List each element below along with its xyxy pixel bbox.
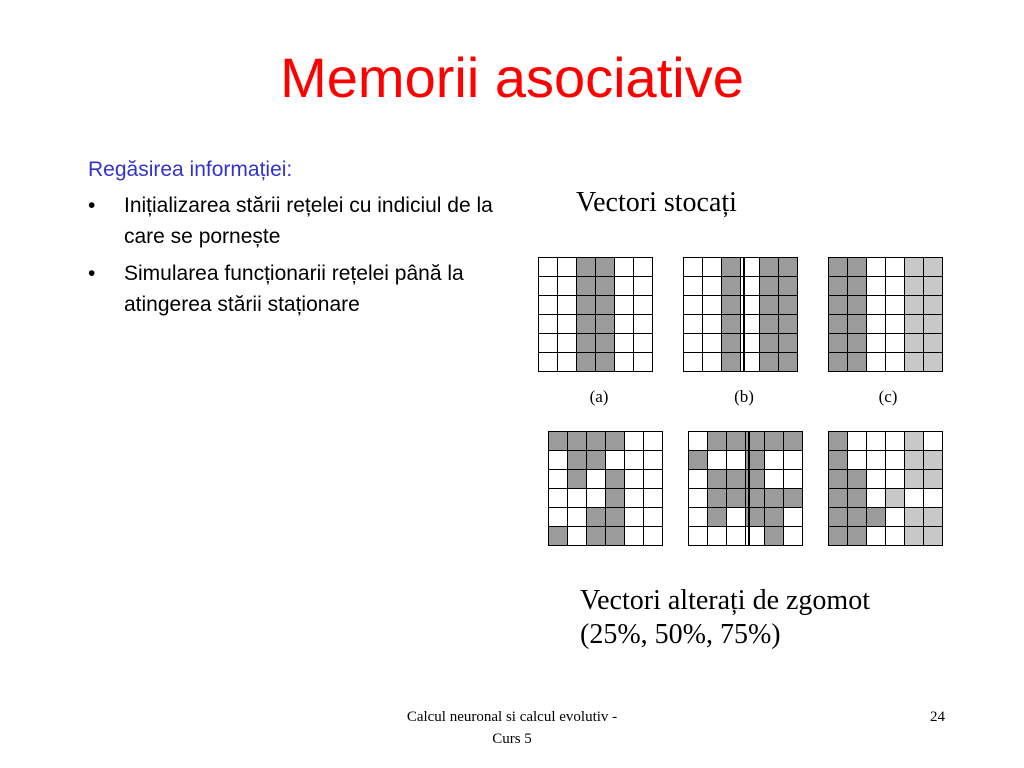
grid-cell-empty — [886, 258, 905, 277]
grid-cell-empty — [867, 353, 886, 372]
grid-cell-empty — [558, 258, 577, 277]
grid-cell-dark — [596, 334, 615, 353]
grid-cell-empty — [741, 315, 760, 334]
grid-cell-dark — [708, 489, 727, 508]
noisy-caption-line1: Vectori alterați de zgomot — [580, 585, 870, 616]
grid-cell-light — [905, 258, 924, 277]
grid-cell-empty — [886, 470, 905, 489]
grid-cell-empty — [615, 315, 634, 334]
grid-cell-dark — [746, 432, 765, 451]
grid-cell-dark — [689, 451, 708, 470]
grid-cell-empty — [568, 527, 587, 546]
grid-cell-dark — [606, 432, 625, 451]
grid-cell-empty — [615, 258, 634, 277]
grid-cell-empty — [549, 489, 568, 508]
grid-cell-dark — [577, 334, 596, 353]
grid-cell-empty — [689, 527, 708, 546]
grid-cell-empty — [558, 277, 577, 296]
grid-cell-dark — [779, 258, 798, 277]
grid-cell-empty — [867, 489, 886, 508]
grid-cell-dark — [722, 315, 741, 334]
grid-cell-empty — [784, 508, 803, 527]
grid-cell-empty — [644, 451, 663, 470]
grid-cell-empty — [625, 451, 644, 470]
grid-cell-empty — [539, 315, 558, 334]
noisy-caption-line2: (25%, 50%, 75%) — [580, 619, 781, 650]
grid-cell-light — [905, 277, 924, 296]
grid-cell-dark — [587, 508, 606, 527]
grid-cell-light — [924, 258, 943, 277]
bullet-item-simulation — [88, 258, 498, 320]
content-left — [88, 156, 498, 326]
grid-cell-light — [905, 451, 924, 470]
grid-cell-dark — [568, 470, 587, 489]
grid-cell-empty — [886, 432, 905, 451]
grid-cell-dark — [722, 258, 741, 277]
grid-cell-empty — [568, 489, 587, 508]
grid-cell-empty — [568, 508, 587, 527]
grid-cell-dark — [606, 489, 625, 508]
grid-cell-dark — [848, 508, 867, 527]
grid-cell-light — [886, 489, 905, 508]
grid-cell-empty — [558, 353, 577, 372]
grid-cell-empty — [784, 527, 803, 546]
bullet-dot-icon: • — [88, 262, 96, 285]
label-a: (a) — [589, 387, 609, 406]
grid-cell-empty — [741, 258, 760, 277]
grid-cell-empty — [558, 296, 577, 315]
grid-cell-empty — [587, 489, 606, 508]
grid-cell-empty — [886, 334, 905, 353]
grid-cell-dark — [596, 353, 615, 372]
grid-cell-empty — [549, 451, 568, 470]
grid-cell-empty — [741, 334, 760, 353]
grid-cell-empty — [634, 334, 653, 353]
grid-cell-dark — [577, 296, 596, 315]
grid-cell-dark — [765, 527, 784, 546]
grid-cell-light — [905, 508, 924, 527]
grid-cell-dark — [746, 451, 765, 470]
grid-cell-dark — [829, 489, 848, 508]
noisy-grid-a — [548, 431, 663, 546]
grid-cell-light — [924, 334, 943, 353]
grid-cell-empty — [625, 527, 644, 546]
grid-cell-light — [924, 451, 943, 470]
grid-cell-empty — [539, 296, 558, 315]
grid-cell-dark — [779, 334, 798, 353]
bullet-text: Inițializarea stării rețelei cu indiciul de la care se pornește — [124, 194, 493, 248]
grid-cell-dark — [587, 527, 606, 546]
pattern-grid-b — [683, 257, 798, 372]
grid-cell-light — [905, 315, 924, 334]
grid-cell-empty — [886, 451, 905, 470]
grid-cell-dark — [867, 508, 886, 527]
grid-cell-dark — [577, 258, 596, 277]
grid-cell-empty — [867, 334, 886, 353]
grid-cell-empty — [558, 315, 577, 334]
grid-cell-dark — [829, 315, 848, 334]
grid-cell-empty — [539, 277, 558, 296]
pattern-grid-c — [828, 257, 943, 372]
grid-cell-empty — [549, 470, 568, 489]
grid-cell-light — [924, 353, 943, 372]
grid-cell-empty — [867, 527, 886, 546]
label-c: (c) — [878, 387, 898, 406]
grid-cell-dark — [848, 470, 867, 489]
grid-cell-light — [924, 508, 943, 527]
grid-cell-dark — [829, 527, 848, 546]
grid-cell-empty — [905, 489, 924, 508]
footer-course — [362, 706, 662, 750]
footer-course-line1: Calcul neuronal si calcul evolutiv - — [406, 709, 618, 725]
grid-cell-empty — [848, 451, 867, 470]
grid-cell-dark — [568, 432, 587, 451]
grid-cell-empty — [867, 296, 886, 315]
grid-cell-dark — [765, 508, 784, 527]
grid-cell-empty — [689, 432, 708, 451]
grid-cell-dark — [760, 277, 779, 296]
grid-cell-dark — [606, 527, 625, 546]
grid-cell-empty — [615, 353, 634, 372]
grid-cell-dark — [722, 353, 741, 372]
grid-cell-dark — [829, 334, 848, 353]
bullet-list — [88, 190, 498, 320]
grid-cell-empty — [684, 353, 703, 372]
grid-cell-dark — [722, 277, 741, 296]
grid-cell-dark — [577, 315, 596, 334]
noisy-grid-c — [828, 431, 943, 546]
grid-cell-dark — [760, 258, 779, 277]
grid-cell-empty — [558, 334, 577, 353]
section-heading: Regăsirea informației: — [88, 158, 293, 181]
stored-vectors-title: Vectori stocați — [576, 187, 737, 218]
grid-cell-empty — [587, 470, 606, 489]
grid-cell-dark — [549, 432, 568, 451]
grid-cell-empty — [746, 527, 765, 546]
grid-cell-empty — [848, 432, 867, 451]
grid-cell-empty — [784, 470, 803, 489]
bullet-text: Simularea funcționarii rețelei până la atingerea stării staționare — [124, 262, 464, 316]
grid-cell-empty — [689, 470, 708, 489]
grid-cell-empty — [867, 451, 886, 470]
grid-cell-light — [924, 315, 943, 334]
grid-cell-light — [924, 277, 943, 296]
grid-cell-empty — [625, 508, 644, 527]
grid-cell-dark — [727, 489, 746, 508]
grid-cell-empty — [703, 315, 722, 334]
grid-cell-dark — [746, 489, 765, 508]
pattern-grid-a — [538, 257, 653, 372]
grid-cell-empty — [703, 258, 722, 277]
grid-cell-empty — [924, 489, 943, 508]
grid-cell-empty — [684, 258, 703, 277]
noisy-vectors-caption — [580, 584, 1000, 652]
grid-cell-dark — [848, 353, 867, 372]
grid-cell-dark — [606, 470, 625, 489]
grid-cell-dark — [596, 258, 615, 277]
grid-cell-light — [924, 527, 943, 546]
grid-cell-empty — [684, 334, 703, 353]
grid-cell-light — [905, 353, 924, 372]
grid-cell-dark — [708, 508, 727, 527]
grid-cell-empty — [615, 334, 634, 353]
grid-cell-dark — [746, 470, 765, 489]
grid-cell-dark — [587, 432, 606, 451]
grid-cell-empty — [765, 451, 784, 470]
grid-cell-empty — [867, 315, 886, 334]
grid-cell-empty — [924, 432, 943, 451]
grid-cell-empty — [703, 353, 722, 372]
grid-cell-empty — [634, 353, 653, 372]
grid-cell-empty — [886, 508, 905, 527]
grid-cell-dark — [848, 334, 867, 353]
grid-cell-empty — [684, 315, 703, 334]
grid-cell-empty — [741, 277, 760, 296]
grid-cell-dark — [848, 296, 867, 315]
grid-cell-empty — [741, 353, 760, 372]
grid-cell-light — [905, 334, 924, 353]
grid-cell-dark — [765, 489, 784, 508]
grid-cell-dark — [829, 353, 848, 372]
grid-cell-empty — [886, 315, 905, 334]
grid-cell-dark — [577, 353, 596, 372]
grid-cell-empty — [703, 334, 722, 353]
grid-cell-empty — [684, 277, 703, 296]
grid-cell-dark — [596, 315, 615, 334]
grid-cell-empty — [727, 451, 746, 470]
grid-cell-empty — [634, 258, 653, 277]
grid-cell-dark — [848, 527, 867, 546]
grid-cell-empty — [549, 508, 568, 527]
grid-cell-dark — [722, 334, 741, 353]
grid-cell-dark — [577, 277, 596, 296]
grid-cell-dark — [760, 334, 779, 353]
grid-cell-light — [905, 432, 924, 451]
grid-cell-empty — [703, 277, 722, 296]
bullet-item-initialization — [88, 190, 498, 252]
grid-cell-dark — [848, 258, 867, 277]
grid-cell-dark — [722, 296, 741, 315]
grid-cell-dark — [779, 353, 798, 372]
grid-cell-light — [905, 470, 924, 489]
grid-cell-dark — [848, 315, 867, 334]
grid-cell-empty — [703, 296, 722, 315]
footer-course-line2: Curs 5 — [492, 731, 532, 747]
grid-cell-dark — [708, 432, 727, 451]
grid-cell-dark — [779, 277, 798, 296]
grid-cell-empty — [634, 296, 653, 315]
grid-cell-empty — [539, 334, 558, 353]
grid-cell-empty — [644, 527, 663, 546]
grid-cell-dark — [779, 296, 798, 315]
noisy-grid-b — [688, 431, 803, 546]
grid-cell-empty — [539, 258, 558, 277]
grid-cell-empty — [765, 470, 784, 489]
grid-cell-dark — [829, 296, 848, 315]
grid-cell-empty — [689, 508, 708, 527]
grid-cell-empty — [684, 296, 703, 315]
grid-cell-dark — [829, 277, 848, 296]
grid-cell-light — [905, 296, 924, 315]
grid-cell-dark — [848, 277, 867, 296]
grid-cell-dark — [760, 315, 779, 334]
grid-cell-empty — [886, 353, 905, 372]
grid-cell-dark — [549, 527, 568, 546]
grid-cell-dark — [829, 508, 848, 527]
grid-cell-dark — [727, 432, 746, 451]
grid-cell-dark — [848, 489, 867, 508]
grid-cell-empty — [784, 451, 803, 470]
grid-cell-dark — [596, 277, 615, 296]
slide-title: Memorii asociative — [280, 46, 744, 109]
grid-cell-dark — [606, 508, 625, 527]
grid-cell-empty — [634, 315, 653, 334]
grid-cell-empty — [867, 277, 886, 296]
grid-cell-dark — [765, 432, 784, 451]
grid-cell-dark — [784, 489, 803, 508]
grid-cell-empty — [727, 527, 746, 546]
grid-cell-dark — [568, 451, 587, 470]
grid-cell-dark — [746, 508, 765, 527]
grid-cell-empty — [708, 527, 727, 546]
grid-cell-empty — [867, 432, 886, 451]
grid-cell-empty — [689, 489, 708, 508]
grid-cell-empty — [867, 470, 886, 489]
grid-cell-dark — [596, 296, 615, 315]
grid-cell-dark — [779, 315, 798, 334]
grid-cell-empty — [644, 470, 663, 489]
grid-cell-empty — [727, 508, 746, 527]
grid-cell-empty — [886, 277, 905, 296]
grid-cell-dark — [829, 451, 848, 470]
grid-cell-empty — [644, 489, 663, 508]
grid-cell-light — [924, 296, 943, 315]
grid-cell-dark — [727, 470, 746, 489]
grid-cell-dark — [760, 296, 779, 315]
grid-cell-dark — [829, 470, 848, 489]
grid-cell-dark — [829, 258, 848, 277]
grid-cell-dark — [708, 470, 727, 489]
page-number: 24 — [930, 709, 945, 725]
grid-cell-light — [924, 470, 943, 489]
grid-cell-dark — [760, 353, 779, 372]
grid-cell-empty — [625, 489, 644, 508]
grid-cell-dark — [587, 451, 606, 470]
grid-cell-empty — [625, 470, 644, 489]
grid-cell-empty — [644, 432, 663, 451]
grid-cell-empty — [625, 432, 644, 451]
grid-cell-dark — [784, 432, 803, 451]
grid-cell-empty — [741, 296, 760, 315]
grid-cell-empty — [615, 277, 634, 296]
grid-cell-empty — [539, 353, 558, 372]
grid-cell-empty — [886, 296, 905, 315]
grid-cell-empty — [708, 451, 727, 470]
grid-cell-empty — [867, 258, 886, 277]
grid-cell-dark — [829, 432, 848, 451]
bullet-dot-icon: • — [88, 194, 96, 217]
grid-cell-empty — [606, 451, 625, 470]
grid-cell-empty — [644, 508, 663, 527]
grid-cell-empty — [615, 296, 634, 315]
grid-cell-light — [905, 527, 924, 546]
grid-cell-empty — [886, 527, 905, 546]
grid-cell-empty — [634, 277, 653, 296]
label-b: (b) — [734, 387, 754, 406]
